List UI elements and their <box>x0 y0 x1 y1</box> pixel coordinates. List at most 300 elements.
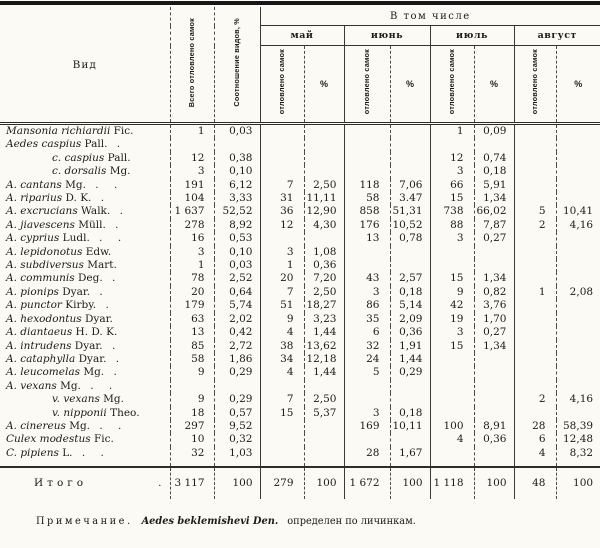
total-females: 278 <box>170 219 214 232</box>
june-count: 6 <box>344 326 390 339</box>
species-ratio: 0,53 <box>214 232 260 245</box>
august-count <box>514 179 556 192</box>
species-ratio: 2,72 <box>214 340 260 353</box>
species-ratio <box>214 380 260 393</box>
august-pct: 4,16 <box>569 218 594 231</box>
species-row <box>0 192 600 205</box>
june-count: 5 <box>344 366 390 379</box>
species-name-cell: A. intrudens Dyar. . <box>0 340 170 353</box>
july-pct: 1,34 <box>474 272 514 285</box>
july-pct: 0,09 <box>474 124 514 139</box>
august-count: 5 <box>514 205 556 218</box>
july-pct <box>474 259 514 272</box>
footnote <box>36 516 600 527</box>
may-pct: 13,62 <box>304 340 344 353</box>
july-count <box>430 393 474 406</box>
may-count: 31 <box>260 192 304 205</box>
august-pct: 8,32 <box>569 446 594 459</box>
july-pct <box>474 447 514 467</box>
species-ratio: 8,92 <box>214 219 260 232</box>
species-row <box>0 299 600 312</box>
may-pct: 5,37 <box>304 407 344 420</box>
species-ratio <box>214 138 260 151</box>
june-count: 3 <box>344 286 390 299</box>
june-count <box>344 433 390 446</box>
june-count: 118 <box>344 179 390 192</box>
june-pct: 0,29 <box>390 366 430 379</box>
august-count <box>514 313 556 326</box>
total-females: 20 <box>170 286 214 299</box>
august-count <box>514 366 556 379</box>
species-ratio: 0,03 <box>214 124 260 139</box>
july-pct <box>474 353 514 366</box>
august-count <box>514 353 556 366</box>
species-name-cell: A. jiavescens Müll. . <box>0 219 170 232</box>
june-count: 24 <box>344 353 390 366</box>
august-count <box>514 326 556 339</box>
june-pct <box>390 380 430 393</box>
june-pct: 1,67 <box>390 447 430 467</box>
july-count <box>430 259 474 272</box>
july-pct: 0,82 <box>474 286 514 299</box>
species-name-cell: A. pionips Dyar. . <box>0 286 170 299</box>
total-females: 297 <box>170 420 214 433</box>
species-row <box>0 313 600 326</box>
species-ratio: 1,86 <box>214 353 260 366</box>
species-ratio: 9,52 <box>214 420 260 433</box>
total-females: 10 <box>170 433 214 446</box>
may-count <box>260 420 304 433</box>
july-pct: 66,02 <box>474 205 514 218</box>
total-females: 12 <box>170 152 214 165</box>
august-pct <box>556 152 600 165</box>
may-count: 7 <box>260 179 304 192</box>
species-ratio: 0,03 <box>214 259 260 272</box>
may-pct: 0,36 <box>304 259 344 272</box>
may-count <box>260 447 304 467</box>
species-name-cell: A. diantaeus H. D. K. <box>0 326 170 339</box>
june-count <box>344 246 390 259</box>
may-pct <box>304 165 344 178</box>
june-count: 35 <box>344 313 390 326</box>
total-august-count: 48 <box>514 467 556 499</box>
species-ratio: 0,29 <box>214 366 260 379</box>
total-label-cell <box>0 467 170 499</box>
june-pct: 1,91 <box>390 340 430 353</box>
june-pct <box>390 152 430 165</box>
july-pct <box>474 380 514 393</box>
august-pct <box>556 272 600 285</box>
species-row <box>0 380 600 393</box>
total-june-pct: 100 <box>390 467 430 499</box>
total-females: 3 <box>170 246 214 259</box>
total-females: 16 <box>170 232 214 245</box>
month-header-june: июнь <box>344 26 430 46</box>
total-females: 63 <box>170 313 214 326</box>
species-name-cell: v. nipponii Theo. <box>0 407 170 420</box>
june-pct <box>390 259 430 272</box>
june-pct <box>390 138 430 151</box>
july-count <box>430 407 474 420</box>
species-name-cell: A. cantans Mg. . . <box>0 179 170 192</box>
may-count: 15 <box>260 407 304 420</box>
june-pct <box>390 165 430 178</box>
species-row <box>0 447 600 467</box>
june-pct: 2,09 <box>390 313 430 326</box>
species-row <box>0 152 600 165</box>
total-females: 32 <box>170 447 214 467</box>
may-count <box>260 380 304 393</box>
august-count <box>514 340 556 353</box>
species-ratio: 3,33 <box>214 192 260 205</box>
total-august-pct: 100 <box>556 467 600 499</box>
species-ratio: 0,42 <box>214 326 260 339</box>
table-header <box>0 7 600 124</box>
august-pct <box>556 232 600 245</box>
june-pct: 7,06 <box>390 179 430 192</box>
june-pct: 2,57 <box>390 272 430 285</box>
may-pct: 3,23 <box>304 313 344 326</box>
species-name-cell: A. leucomelas Mg. . <box>0 366 170 379</box>
species-name-cell: Mansonia richiardii Fic. <box>0 124 170 139</box>
august-count <box>514 299 556 312</box>
july-count <box>430 138 474 151</box>
total-may-count: 279 <box>260 467 304 499</box>
july-pct: 3,76 <box>474 299 514 312</box>
month-header-july: июль <box>430 26 514 46</box>
june-pct: 5,14 <box>390 299 430 312</box>
may-count: 7 <box>260 286 304 299</box>
species-row <box>0 179 600 192</box>
may-pct: 18,27 <box>304 299 344 312</box>
august-pct <box>556 353 600 366</box>
species-name-cell: A. excrucians Walk. . <box>0 205 170 218</box>
species-name-cell: A. riparius D. K. . <box>0 192 170 205</box>
may-pct <box>304 420 344 433</box>
august-pct <box>556 259 600 272</box>
species-name-cell: A. vexans Mg. . . <box>0 380 170 393</box>
species-name-cell: A. communis Deg. . <box>0 272 170 285</box>
july-count: 1 <box>430 124 474 139</box>
june-count <box>344 380 390 393</box>
species-name-cell: A. cyprius Ludl. . . <box>0 232 170 245</box>
catch-table <box>0 7 600 499</box>
july-count: 4 <box>430 433 474 446</box>
species-ratio: 0,10 <box>214 165 260 178</box>
total-females: 85 <box>170 340 214 353</box>
july-count: 100 <box>430 420 474 433</box>
august-count <box>514 192 556 205</box>
august-pct <box>556 326 600 339</box>
august-pct <box>556 138 600 151</box>
species-row <box>0 272 600 285</box>
july-pct: 1,34 <box>474 340 514 353</box>
june-pct <box>390 246 430 259</box>
species-name-cell: A. cinereus Mg. . . <box>0 420 170 433</box>
july-pct-header: % <box>474 46 514 124</box>
species-row <box>0 353 600 366</box>
august-pct: 10,41 <box>563 205 594 218</box>
total-june-count: 1 672 <box>344 467 390 499</box>
species-row <box>0 246 600 259</box>
june-pct <box>390 433 430 446</box>
july-pct: 0,27 <box>474 326 514 339</box>
july-pct: 5,91 <box>474 179 514 192</box>
species-row <box>0 340 600 353</box>
total-column-header <box>170 7 214 124</box>
may-pct: 2,50 <box>304 179 344 192</box>
may-count <box>260 152 304 165</box>
july-pct <box>474 393 514 406</box>
may-pct <box>304 447 344 467</box>
total-ratio-sum: 100 <box>214 467 260 499</box>
may-count: 4 <box>260 326 304 339</box>
group-header: В том числе <box>260 7 600 26</box>
may-pct: 1,08 <box>304 246 344 259</box>
species-row <box>0 433 600 446</box>
august-caught-header <box>514 46 556 124</box>
may-pct <box>304 138 344 151</box>
june-count <box>344 393 390 406</box>
species-row <box>0 286 600 299</box>
total-label-dot: . <box>158 477 162 490</box>
may-count: 12 <box>260 219 304 232</box>
july-count: 738 <box>430 205 474 218</box>
ratio-column-label: Соотношение видов, % <box>231 18 241 107</box>
may-count <box>260 124 304 139</box>
may-pct <box>304 152 344 165</box>
may-count <box>260 232 304 245</box>
total-females-sum: 3 117 <box>170 467 214 499</box>
june-pct: 3.47 <box>390 192 430 205</box>
total-females: 104 <box>170 192 214 205</box>
june-pct: 0,36 <box>390 326 430 339</box>
total-females: 1 <box>170 259 214 272</box>
july-count <box>430 353 474 366</box>
species-name-cell: c. dorsalis Mg. <box>0 165 170 178</box>
total-may-pct: 100 <box>304 467 344 499</box>
june-pct: 1,44 <box>390 353 430 366</box>
species-row <box>0 165 600 178</box>
june-count: 28 <box>344 447 390 467</box>
may-count: 9 <box>260 313 304 326</box>
species-name-cell: A. lepidonotus Edw. <box>0 246 170 259</box>
august-pct <box>556 407 600 420</box>
june-count: 86 <box>344 299 390 312</box>
species-name-cell: C. pipiens L. . . <box>0 447 170 467</box>
species-ratio: 2,02 <box>214 313 260 326</box>
may-pct: 1,44 <box>304 326 344 339</box>
august-pct: 2,08 <box>569 285 594 298</box>
june-count: 3 <box>344 407 390 420</box>
total-label: Итого <box>34 477 88 490</box>
month-header-august: август <box>514 26 600 46</box>
caught-label: отловлено самок <box>446 49 456 115</box>
june-count: 13 <box>344 232 390 245</box>
total-july-pct: 100 <box>474 467 514 499</box>
may-pct-header: % <box>304 46 344 124</box>
species-ratio: 0,32 <box>214 433 260 446</box>
species-column-header: Вид <box>0 7 170 124</box>
june-count <box>344 124 390 139</box>
august-pct <box>556 246 600 259</box>
species-name-cell: A. punctor Kirby. . <box>0 299 170 312</box>
may-pct: 12,90 <box>304 205 344 218</box>
may-count <box>260 165 304 178</box>
species-row <box>0 219 600 232</box>
species-name-cell: A. hexodontus Dyar. <box>0 313 170 326</box>
total-females: 13 <box>170 326 214 339</box>
may-caught-header <box>260 46 304 124</box>
may-pct <box>304 380 344 393</box>
june-pct: 10,11 <box>390 420 430 433</box>
august-count <box>514 272 556 285</box>
may-count: 34 <box>260 353 304 366</box>
may-count: 7 <box>260 393 304 406</box>
july-pct: 0,18 <box>474 165 514 178</box>
august-pct <box>556 299 600 312</box>
may-pct: 1,44 <box>304 366 344 379</box>
june-pct: 10,52 <box>390 219 430 232</box>
total-females: 3 <box>170 165 214 178</box>
ratio-column-header <box>214 7 260 124</box>
august-count <box>514 152 556 165</box>
august-count: 4 <box>514 447 556 467</box>
july-pct: 0,36 <box>474 433 514 446</box>
total-females <box>170 380 214 393</box>
species-row <box>0 124 600 139</box>
june-count <box>344 259 390 272</box>
july-count: 3 <box>430 165 474 178</box>
species-row <box>0 138 600 151</box>
species-row <box>0 205 600 218</box>
may-pct: 2,50 <box>304 286 344 299</box>
total-females: 179 <box>170 299 214 312</box>
total-july-count: 1 118 <box>430 467 474 499</box>
june-pct: 0,18 <box>390 286 430 299</box>
august-count <box>514 138 556 151</box>
species-row <box>0 366 600 379</box>
june-pct <box>390 393 430 406</box>
total-females: 18 <box>170 407 214 420</box>
june-count <box>344 165 390 178</box>
total-females <box>170 138 214 151</box>
august-pct <box>556 313 600 326</box>
august-pct <box>556 366 600 379</box>
june-pct: 51,31 <box>390 205 430 218</box>
species-row <box>0 259 600 272</box>
table-body <box>0 124 600 467</box>
june-count: 43 <box>344 272 390 285</box>
species-name-cell: A. cataphylla Dyar. . <box>0 353 170 366</box>
species-ratio: 52,52 <box>214 205 260 218</box>
june-count <box>344 138 390 151</box>
july-count: 9 <box>430 286 474 299</box>
total-column-label: Всего отловлено самок <box>186 17 196 108</box>
june-caught-header <box>344 46 390 124</box>
june-count: 176 <box>344 219 390 232</box>
species-ratio: 0,38 <box>214 152 260 165</box>
may-pct <box>304 232 344 245</box>
species-ratio: 1,03 <box>214 447 260 467</box>
caught-label: отловлено самок <box>529 49 539 115</box>
july-pct: 0,74 <box>474 152 514 165</box>
july-count <box>430 246 474 259</box>
august-pct <box>556 340 600 353</box>
footnote-species: Aedes beklemishevi Den. <box>141 515 279 527</box>
july-pct: 1,34 <box>474 192 514 205</box>
may-count: 20 <box>260 272 304 285</box>
june-count: 858 <box>344 205 390 218</box>
may-pct: 7,20 <box>304 272 344 285</box>
august-count <box>514 232 556 245</box>
july-pct <box>474 246 514 259</box>
july-pct <box>474 407 514 420</box>
species-ratio: 0,10 <box>214 246 260 259</box>
august-count: 1 <box>514 286 556 299</box>
july-count: 42 <box>430 299 474 312</box>
august-pct <box>556 380 600 393</box>
may-pct <box>304 124 344 139</box>
july-count: 15 <box>430 272 474 285</box>
species-name-cell: c. caspius Pall. <box>0 152 170 165</box>
species-row <box>0 326 600 339</box>
july-pct: 0,27 <box>474 232 514 245</box>
july-pct <box>474 366 514 379</box>
july-count: 88 <box>430 219 474 232</box>
june-count <box>344 152 390 165</box>
may-pct: 4,30 <box>304 219 344 232</box>
august-pct <box>556 192 600 205</box>
total-females: 9 <box>170 366 214 379</box>
species-name-cell: v. vexans Mg. <box>0 393 170 406</box>
species-row <box>0 232 600 245</box>
may-count: 3 <box>260 246 304 259</box>
species-name-cell: A. subdiversus Mart. <box>0 259 170 272</box>
total-females: 9 <box>170 393 214 406</box>
may-count: 51 <box>260 299 304 312</box>
august-count <box>514 124 556 139</box>
july-count <box>430 447 474 467</box>
august-count: 6 <box>514 433 556 446</box>
species-ratio: 0,29 <box>214 393 260 406</box>
may-count <box>260 138 304 151</box>
july-count: 3 <box>430 232 474 245</box>
species-row <box>0 393 600 406</box>
august-pct <box>556 124 600 139</box>
july-count <box>430 366 474 379</box>
august-pct: 58,39 <box>563 419 594 432</box>
species-row <box>0 407 600 420</box>
total-females: 78 <box>170 272 214 285</box>
footnote-label: Примечание. <box>36 515 133 527</box>
august-pct <box>556 179 600 192</box>
may-pct: 2,50 <box>304 393 344 406</box>
august-count: 28 <box>514 420 556 433</box>
july-count <box>430 380 474 393</box>
june-count: 32 <box>344 340 390 353</box>
july-pct: 1,70 <box>474 313 514 326</box>
june-count: 58 <box>344 192 390 205</box>
species-ratio: 2,52 <box>214 272 260 285</box>
august-count: 2 <box>514 219 556 232</box>
may-count: 4 <box>260 366 304 379</box>
may-count <box>260 433 304 446</box>
species-ratio: 6,12 <box>214 179 260 192</box>
august-count <box>514 165 556 178</box>
july-pct: 7,87 <box>474 219 514 232</box>
august-count: 2 <box>514 393 556 406</box>
